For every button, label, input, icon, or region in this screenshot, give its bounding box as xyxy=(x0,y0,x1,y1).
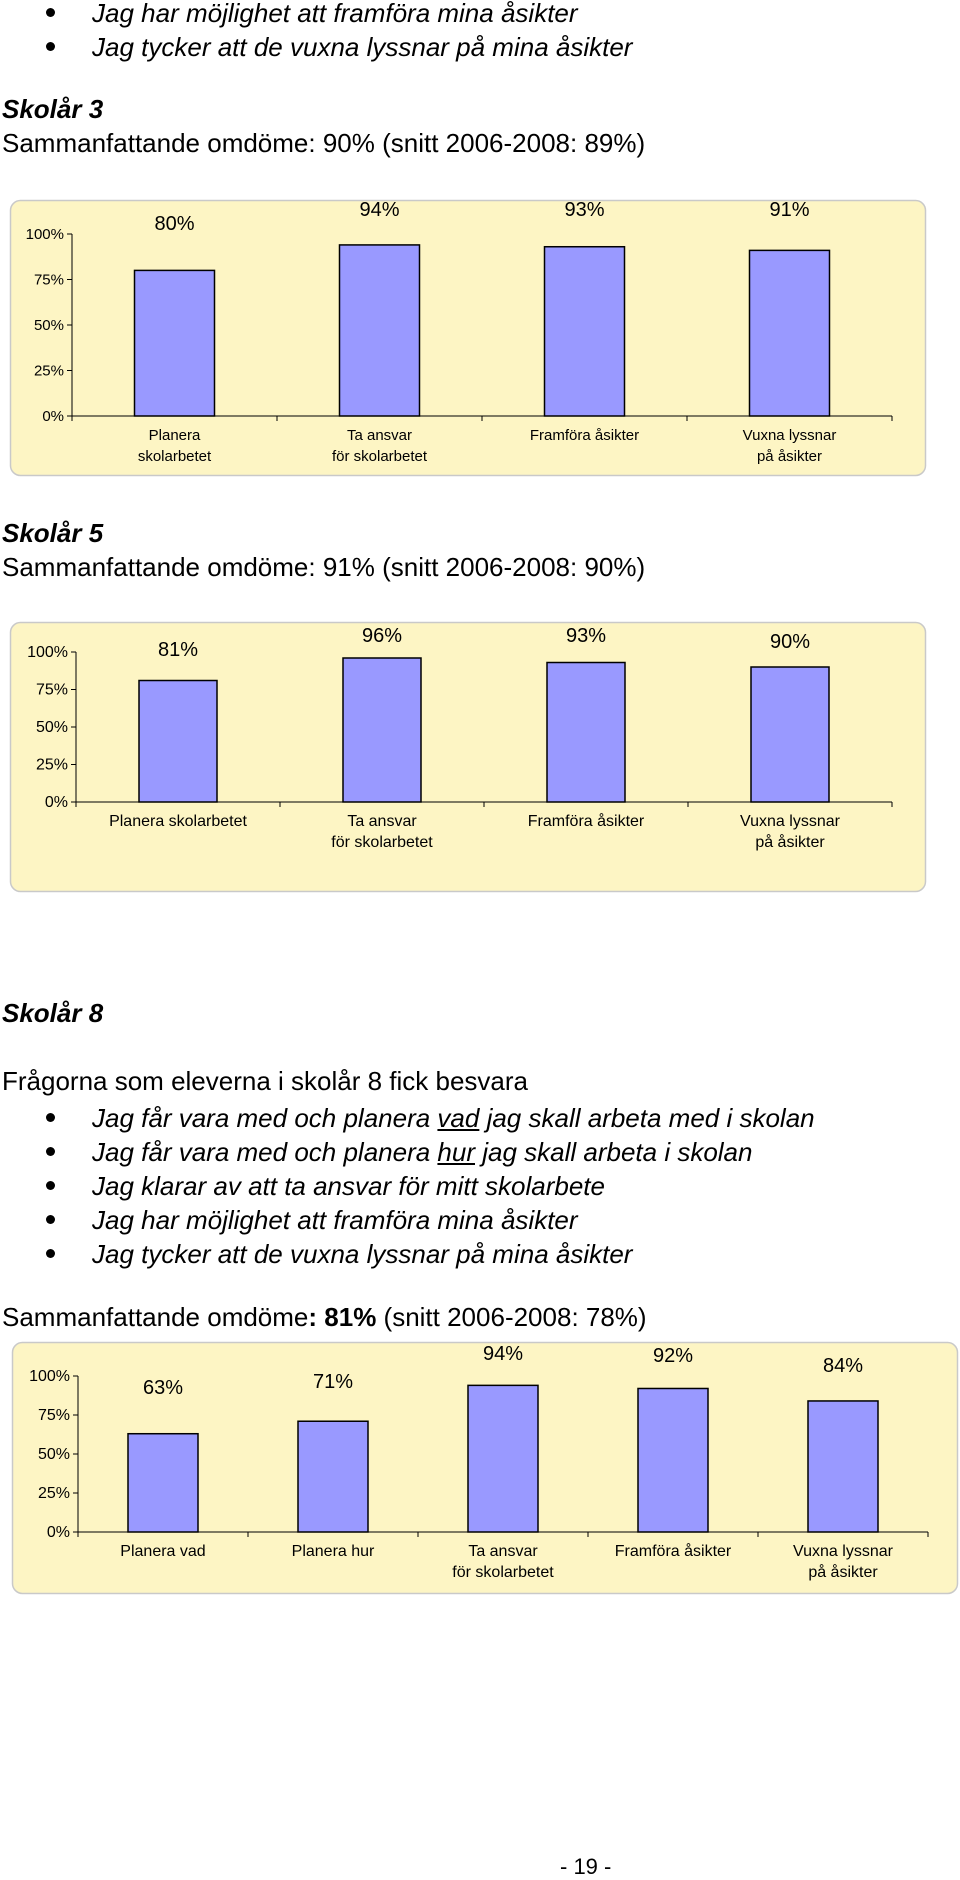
summary-s8: Sammanfattande omdöme: 81% (snitt 2006-2008: 78%) xyxy=(2,1302,647,1332)
category-label: Ta ansvar xyxy=(468,1543,538,1560)
category-label: Planera skolarbetet xyxy=(109,813,247,830)
category-label: för skolarbetet xyxy=(452,1564,554,1581)
category-label: Planera hur xyxy=(291,1543,375,1560)
bar xyxy=(135,270,215,416)
section-title-s8: Skolår 8 xyxy=(2,998,104,1028)
category-label: Ta ansvar xyxy=(347,813,417,830)
category-label: Framföra åsikter xyxy=(614,1543,732,1560)
bar xyxy=(808,1401,878,1532)
category-label: Framföra åsikter xyxy=(527,813,645,830)
intro-bullet-list xyxy=(0,0,632,64)
data-label: 81% xyxy=(157,639,199,661)
question-bullet: Jag tycker att de vuxna lyssnar på mina åsikter xyxy=(0,1237,815,1271)
category-label: för skolarbetet xyxy=(331,834,433,851)
question-bullet: Jag får vara med och planera vad jag skall arbeta med i skolan xyxy=(0,1101,815,1135)
bar xyxy=(468,1385,538,1532)
data-label: 91% xyxy=(769,199,810,221)
data-label: 94% xyxy=(482,1343,524,1365)
question-bullet: Jag har möjlighet att framföra mina åsikter xyxy=(0,1203,815,1237)
bar-chart-s5 xyxy=(0,622,926,894)
y-tick-label: 25% xyxy=(37,1485,70,1502)
y-tick-label: 50% xyxy=(35,719,68,736)
y-tick-label: 0% xyxy=(44,794,68,811)
y-tick-label: 100% xyxy=(27,644,68,661)
section-title-s3: Skolår 3 xyxy=(2,94,104,124)
data-label: 96% xyxy=(361,625,403,647)
bar xyxy=(139,681,217,803)
category-label: Vuxna lyssnar xyxy=(740,813,840,830)
intro-bullet: Jag har möjlighet att framföra mina åsikter xyxy=(0,0,632,30)
bar xyxy=(750,250,830,416)
category-label: Planera xyxy=(148,427,201,444)
data-label: 63% xyxy=(142,1377,184,1399)
category-label: på åsikter xyxy=(756,448,823,465)
data-label: 94% xyxy=(359,199,400,221)
intro-bullet: Jag tycker att de vuxna lyssnar på mina åsikter xyxy=(0,30,632,64)
bar xyxy=(547,663,625,803)
bar xyxy=(638,1388,708,1532)
data-label: 71% xyxy=(312,1371,354,1393)
y-tick-label: 0% xyxy=(46,1524,70,1541)
data-label: 92% xyxy=(652,1345,694,1367)
y-tick-label: 100% xyxy=(25,226,64,243)
data-label: 93% xyxy=(564,199,605,221)
category-label: Ta ansvar xyxy=(346,427,413,444)
question-intro-s8: Frågorna som eleverna i skolår 8 fick besvara xyxy=(2,1066,529,1096)
bar xyxy=(545,247,625,416)
y-tick-label: 50% xyxy=(33,317,64,334)
summary-s5: Sammanfattande omdöme: 91% (snitt 2006-2008: 90%) xyxy=(2,552,646,582)
category-label: på åsikter xyxy=(808,1564,878,1581)
category-label: för skolarbetet xyxy=(331,448,428,465)
data-label: 90% xyxy=(769,631,811,653)
category-label: Vuxna lyssnar xyxy=(742,427,837,444)
y-tick-label: 25% xyxy=(33,362,64,380)
category-label: Framföra åsikter xyxy=(529,427,640,444)
y-tick-label: 100% xyxy=(29,1368,70,1385)
y-tick-label: 75% xyxy=(37,1407,70,1424)
y-tick-label: 25% xyxy=(35,756,68,774)
bar xyxy=(751,667,829,802)
bar xyxy=(343,658,421,802)
data-label: 84% xyxy=(822,1355,864,1377)
bar-chart-s3 xyxy=(0,200,926,478)
data-label: 93% xyxy=(565,625,607,647)
y-tick-label: 50% xyxy=(37,1446,70,1463)
bar xyxy=(298,1421,368,1532)
y-tick-label: 0% xyxy=(42,408,64,425)
category-label: på åsikter xyxy=(755,834,825,851)
question-bullet-list xyxy=(0,1101,815,1271)
bar xyxy=(340,245,420,416)
y-tick-label: 75% xyxy=(35,681,68,699)
category-label: Planera vad xyxy=(120,1543,206,1560)
category-label: Vuxna lyssnar xyxy=(793,1543,893,1560)
bar xyxy=(128,1434,198,1532)
section-title-s5: Skolår 5 xyxy=(2,518,104,548)
page-number: - 19 - xyxy=(560,1854,612,1879)
question-bullet: Jag klarar av att ta ansvar för mitt skolarbete xyxy=(0,1169,815,1203)
category-label: skolarbetet xyxy=(137,448,212,465)
question-bullet: Jag får vara med och planera hur jag skall arbeta i skolan xyxy=(0,1135,815,1169)
bar-chart-s8 xyxy=(0,1342,960,1596)
y-tick-label: 75% xyxy=(33,271,64,289)
data-label: 80% xyxy=(154,213,195,235)
summary-s3: Sammanfattande omdöme: 90% (snitt 2006-2008: 89%) xyxy=(2,128,646,158)
